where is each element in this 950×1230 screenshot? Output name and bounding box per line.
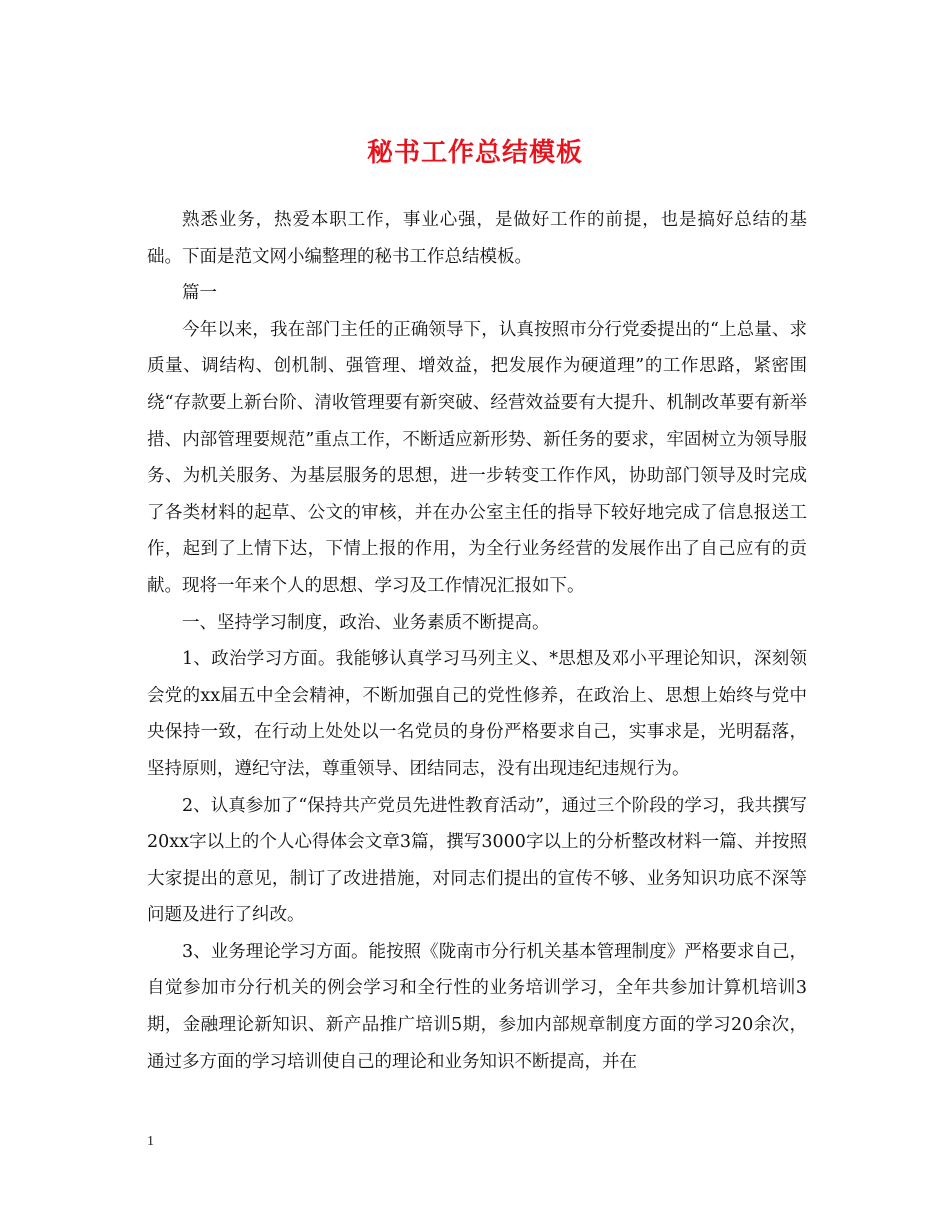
paragraph-political-study: 1、政治学习方面。我能够认真学习马列主义、*思想及邓小平理论知识，深刻领会党的xx届五中全会精神，不断加强自己的党性修养，在政治上、思想上始终与党中央保持一致，在行动上处处以一名党员的身份严格要求自己，实事求是，光明磊落，坚持原则，遵纪守法，尊重领导、团结同志，没有出现违纪违规行为。 — [147, 649, 807, 779]
paragraph-heading-1: 一、坚持学习制度，政治、业务素质不断提高。 — [182, 612, 550, 633]
document-title: 秘书工作总结模板 — [366, 138, 583, 168]
paragraph-intro: 熟悉业务，热爱本职工作，事业心强，是做好工作的前提，也是搞好总结的基础。下面是范文网小编整理的秘书工作总结模板。 — [147, 210, 807, 267]
document-body — [147, 202, 807, 1080]
paragraph-education-activity: 2、认真参加了“保持共产党员先进性教育活动”，通过三个阶段的学习，我共撰写20xx字以上的个人心得体会文章3篇，撰写3000字以上的分析整改材料一篇、并按照大家提出的意见，制订了改进措施，对同志们提出的宣传不够、业务知识功底不深等问题及进行了纠改。 — [147, 795, 807, 926]
paragraph-business-study: 3、业务理论学习方面。能按照《陇南市分行机关基本管理制度》严格要求自己，自觉参加市分行机关的例会学习和全行性的业务培训学习，全年共参加计算机培训3期，金融理论新知识、新产品推广培训5期，参加内部规章制度方面的学习20余次，通过多方面的学习培训使自己的理论和业务知识不断提高，并在 — [147, 941, 807, 1072]
paragraph-section-label: 篇一 — [182, 283, 217, 304]
paragraph-overview: 今年以来，我在部门主任的正确领导下，认真按照市分行党委提出的“上总量、求质量、调结构、创机制、强管理、增效益，把发展作为硬道理”的工作思路，紧密围绕“存款要上新台阶、清收管理要有新突破、经营效益要有大提升、机制改革要有新举措、内部管理要规范”重点工作，不断适应新形势、新任务的要求，牢固树立为领导服务、为机关服务、为基层服务的思想，进一步转变工作作风，协助部门领导及时完成了各类材料的起草、公文的审核，并在办公室主任的指导下较好地完成了信息报送工作，起到了上情下达，下情上报的作用，为全行业务经营的发展作出了自己应有的贡献。现将一年来个人的思想、学习及工作情况汇报如下。 — [147, 319, 807, 596]
page-number: 1 — [147, 1134, 154, 1149]
